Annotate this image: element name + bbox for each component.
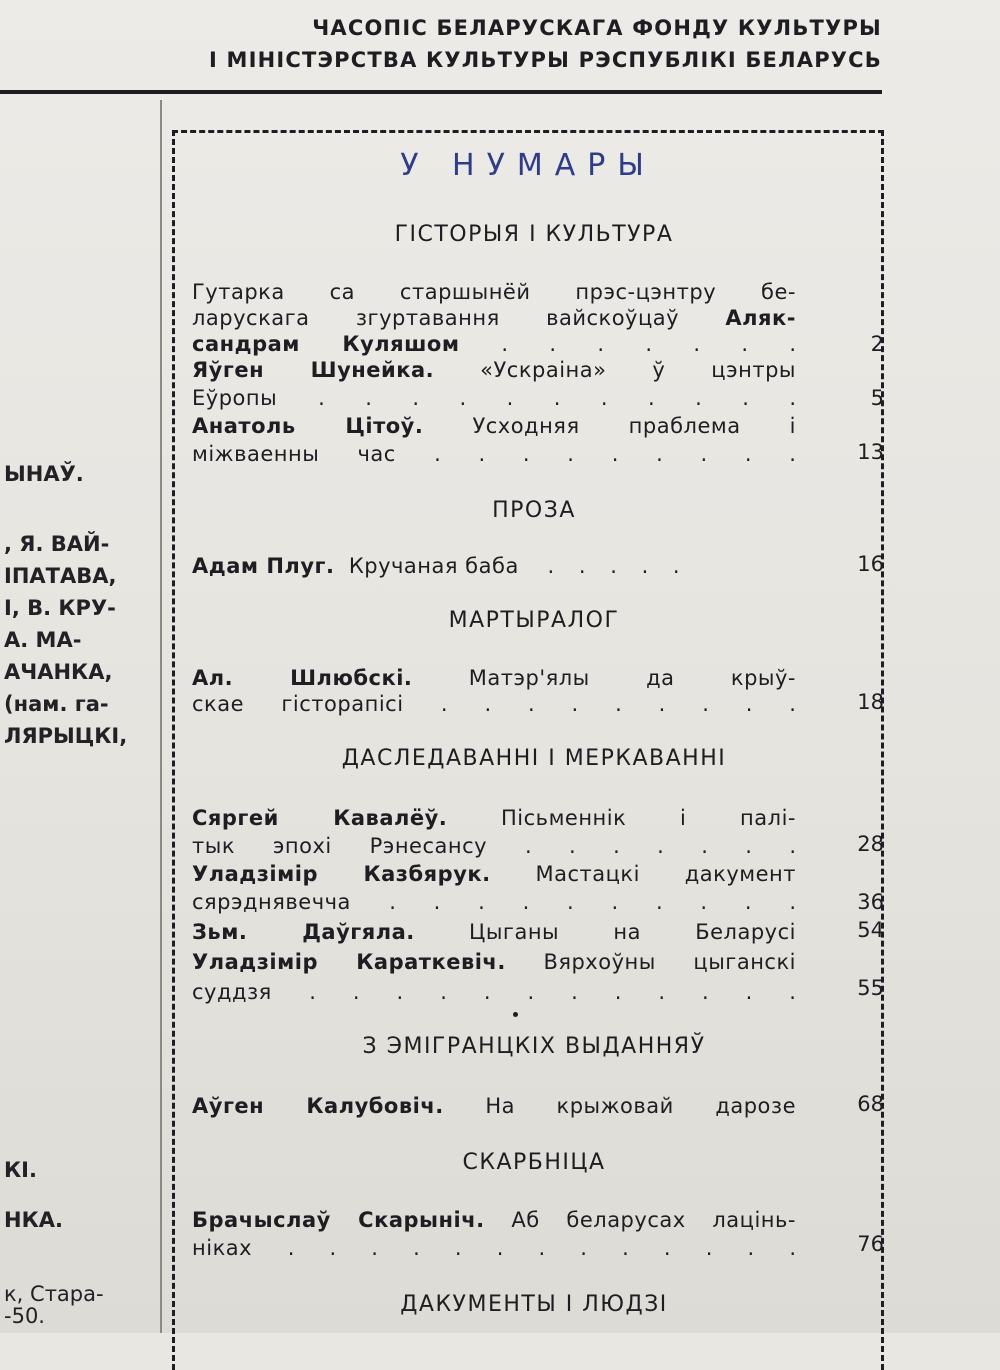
toc-page-number: 2 xyxy=(870,332,884,356)
toc-entry-title: Кручаная баба xyxy=(348,554,519,578)
toc-entry-line xyxy=(192,442,796,466)
toc-entry-author: Адам Плуг. xyxy=(192,554,335,578)
toc-entry-title: Цыганы на Беларусі xyxy=(469,920,796,944)
section-heading-martyrology: МАРТЫРАЛОГ xyxy=(448,608,620,633)
toc-entry-title: ніках xyxy=(192,1236,253,1260)
toc-entry-line xyxy=(192,980,796,1004)
toc-page-number: 68 xyxy=(857,1092,884,1116)
toc-entry-title: Усходняя праблема і xyxy=(472,414,796,438)
leader-dots: . . . . . . . . . . xyxy=(389,890,796,914)
toc-entry-title: Пісьменнік і палі- xyxy=(501,806,796,830)
left-fragment: ЫНАЎ. xyxy=(4,462,84,486)
masthead xyxy=(209,12,882,76)
masthead-line-2: І МІНІСТЭРСТВА КУЛЬТУРЫ РЭСПУБЛІКІ БЕЛАРУСЬ xyxy=(208,48,882,72)
contents-title: У НУМАРЫ xyxy=(400,148,656,183)
toc-entry-title: Аб беларусах лацінь- xyxy=(511,1208,796,1232)
toc-entry-author: Аляк- xyxy=(725,306,796,330)
left-fragment: , Я. ВАЙ- xyxy=(4,532,110,556)
section-separator-dot xyxy=(513,1012,518,1017)
toc-entry-title: тык эпохі Рэнесансу xyxy=(192,834,488,858)
left-fragment: КІ. xyxy=(4,1158,37,1182)
leader-dots: . . . . . . . . . . . . xyxy=(309,980,796,1004)
toc-page-number: 5 xyxy=(870,386,884,410)
toc-entry-title: скае гісторапісі xyxy=(192,692,404,716)
toc-entry-title: міжваенны час xyxy=(192,442,396,466)
toc-page-number: 28 xyxy=(857,832,884,856)
toc-entry-line xyxy=(192,332,796,356)
toc-entry-line xyxy=(192,920,796,944)
toc-page-number: 16 xyxy=(857,552,884,576)
toc-entry-title: Мастацкі дакумент xyxy=(535,862,796,886)
toc-entry-title: «Ускраіна» ў цэнтры xyxy=(480,358,796,382)
toc-entry-line xyxy=(192,358,796,382)
section-heading-emigre: З ЭМІГРАНЦКІХ ВЫДАННЯЎ xyxy=(362,1034,706,1059)
toc-entry-line xyxy=(192,554,796,578)
toc-entry-line xyxy=(192,890,796,914)
section-heading-prose: ПРОЗА xyxy=(492,498,576,523)
toc-entry-title: суддзя xyxy=(192,980,272,1004)
toc-entry-author: Брачыслаў Скарыніч. xyxy=(192,1208,485,1232)
left-column-text xyxy=(0,0,160,1333)
section-heading-treasury: СКАРБНІЦА xyxy=(462,1150,606,1175)
toc-entry-title: Еўропы xyxy=(192,386,278,410)
toc-page-number: 36 xyxy=(857,890,884,914)
left-fragment: А. МА- xyxy=(4,628,82,652)
toc-entry-author: Зьм. Даўгяла. xyxy=(192,920,415,944)
toc-entry-line xyxy=(192,666,796,690)
toc-page-number: 13 xyxy=(857,440,884,464)
section-heading-research: ДАСЛЕДАВАННІ І МЕРКАВАННІ xyxy=(341,746,727,771)
leader-dots: . . . . . . . . . xyxy=(434,442,796,466)
toc-entry-author: Ал. Шлюбскі. xyxy=(192,666,413,690)
toc-page-number: 54 xyxy=(857,918,884,942)
toc-entry-line xyxy=(192,1236,796,1260)
section-heading-history: ГІСТОРЫЯ І КУЛЬТУРА xyxy=(394,222,674,247)
toc-entry-line xyxy=(192,806,796,830)
toc-entry-author: Яўген Шунейка. xyxy=(192,358,435,382)
left-fragment: І, В. КРУ- xyxy=(4,596,116,620)
toc-entry-text: ларускага згуртавання вайскоўцаў xyxy=(192,306,680,330)
toc-entry-line xyxy=(192,306,796,330)
toc-entry-author: Аўген Калубовіч. xyxy=(192,1094,444,1118)
toc-entry-title: На крыжовай дарозе xyxy=(485,1094,796,1118)
left-fragment: ІПАТАВА, xyxy=(4,564,117,588)
toc-entry-line xyxy=(192,692,796,716)
left-fragment: (нам. га- xyxy=(4,692,109,716)
section-heading-documents: ДАКУМЕНТЫ І ЛЮДЗІ xyxy=(400,1292,668,1317)
left-fragment: -50. xyxy=(4,1304,45,1328)
left-fragment: НКА. xyxy=(4,1208,63,1232)
toc-entry-author: Уладзімір Казбярук. xyxy=(192,862,491,886)
masthead-line-1: ЧАСОПІС БЕЛАРУСКАГА ФОНДУ КУЛЬТУРЫ xyxy=(312,16,882,40)
left-fragment: к, Стара- xyxy=(4,1282,104,1306)
toc-page-number: 55 xyxy=(857,976,884,1000)
toc-entry-line xyxy=(192,834,796,858)
toc-page-number: 76 xyxy=(857,1232,884,1256)
toc-entry-author: Уладзімір Караткевіч. xyxy=(192,950,506,974)
leader-dots: . . . . . xyxy=(547,554,689,578)
toc-entry-line xyxy=(192,1094,796,1118)
leader-dots: . . . . . . . . . . . . . xyxy=(287,1236,796,1260)
toc-entry-author: Сяргей Кавалёў. xyxy=(192,806,448,830)
leader-dots: . . . . . . . xyxy=(524,834,797,858)
toc-entry-line: Гутарка са старшынёй прэс-цэнтру бе- xyxy=(192,280,796,304)
toc-entry-line xyxy=(192,1208,796,1232)
leader-dots: . . . . . . . . . xyxy=(440,692,796,716)
toc-entry-title: сярэднявечча xyxy=(192,890,351,914)
leader-dots: . . . . . . . . . . . xyxy=(318,386,796,410)
toc-entry-line xyxy=(192,414,796,438)
toc-entry-line xyxy=(192,862,796,886)
toc-entry-line xyxy=(192,386,796,410)
column-divider xyxy=(160,100,162,1333)
toc-entry-title: Матэр'ялы да крыў- xyxy=(468,666,796,690)
toc-entry-title: Вярхоўны цыганскі xyxy=(543,950,796,974)
leader-dots: . . . . . . . xyxy=(501,332,796,356)
left-fragment: АЧАНКА, xyxy=(4,660,113,684)
toc-entry-line xyxy=(192,950,796,974)
toc-entry-author: сандрам Куляшом xyxy=(192,332,460,356)
toc-entry-author: Анатоль Цітоў. xyxy=(192,414,424,438)
left-fragment: ЛЯРЫЦКІ, xyxy=(4,724,128,748)
toc-page-number: 18 xyxy=(857,690,884,714)
